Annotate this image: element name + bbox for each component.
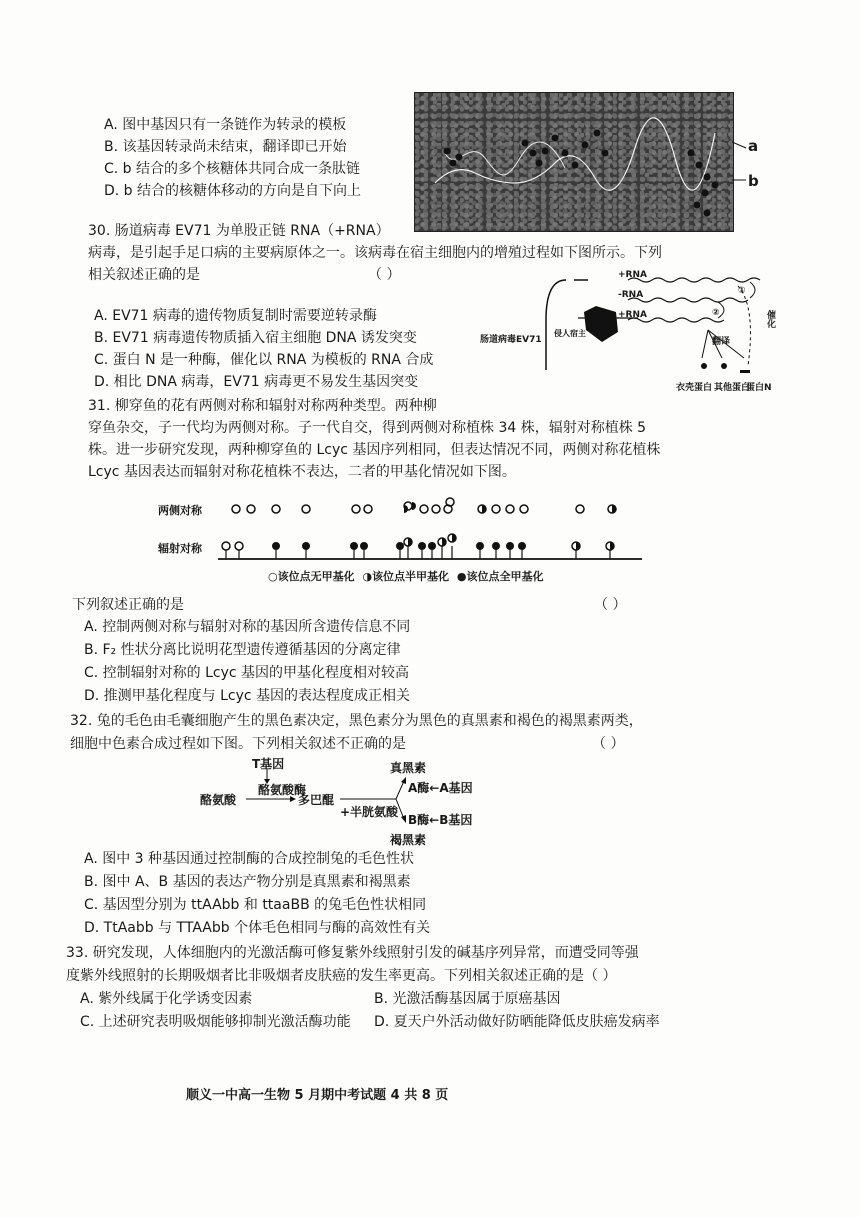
legend-half: 该位点半甲基化: [372, 570, 450, 583]
ev71-entry-label: 侵人宿主: [554, 329, 586, 338]
page-footer: 顺义一中高一生物 5 月期中考试题 4 共 8 页: [186, 1088, 449, 1103]
tyrosine-label: 酪氨酸: [200, 793, 237, 807]
other-protein-label: 其他蛋白: [714, 383, 751, 393]
q32-option-b: B. 图中 A、B 基因的表达产物分别是真黑素和褐黑素: [84, 874, 411, 890]
catalyze-label: 催化: [765, 310, 775, 328]
q31-line4: Lcyc 基因表达而辐射对称花植株不表达，二者的甲基化情况如下图。: [88, 464, 516, 480]
a-enzyme-label: A酶←A基因: [408, 781, 473, 795]
q29-option-d: D. b 结合的核糖体移动的方向是自下向上: [104, 183, 362, 199]
pigment-pathway-diagram: [200, 755, 520, 847]
q30-option-c: C. 蛋白 N 是一种酶，催化以 RNA 为模板的 RNA 合成: [94, 352, 434, 368]
t-gene-label: T基因: [252, 757, 285, 771]
ev71-diagram: [478, 270, 778, 400]
cysteine-label: +半胱氨酸: [340, 805, 399, 819]
q31-question: 下列叙述正确的是: [72, 597, 184, 613]
electron-micrograph: [414, 92, 734, 232]
em-label-lines: [732, 92, 792, 230]
translate-label: 翻译: [712, 337, 731, 347]
q30-line2: 病毒，是引起手足口病的主要病原体之一。该病毒在宿主细胞内的增殖过程如下图所示。下列: [88, 245, 662, 261]
q31-option-d: D. 推测甲基化程度与 Lcyc 基因的表达程度成正相关: [84, 688, 411, 704]
legend-none-icon: ○: [268, 570, 278, 583]
legend-none: 该位点无甲基化: [277, 570, 355, 583]
step1-label: ①: [738, 286, 746, 296]
legend-half-icon: ◑: [362, 570, 373, 583]
q32-option-a: A. 图中 3 种基因通过控制酶的合成控制兔的毛色性状: [84, 851, 415, 867]
q31-line1: 31. 柳穿鱼的花有两侧对称和辐射对称两种类型。两种柳: [88, 398, 437, 414]
q31-line3: 株。进一步研究发现，两种柳穿鱼的 Lcyc 基因序列相同，但表达情况不同，两侧对称花植株: [88, 442, 661, 458]
q31-answer-paren: （ ）: [594, 597, 627, 613]
q32-answer-paren: （ ）: [592, 736, 625, 752]
q32-option-d: D. TtAabb 与 TTAAbb 个体毛色相同与酶的高效性有关: [84, 920, 431, 936]
protein-n-label: 蛋白N: [746, 383, 772, 393]
capsid-protein-label: 衣壳蛋白: [676, 383, 713, 393]
tyrosinase-label: 酪氨酸酶: [258, 783, 307, 797]
label-b: b: [748, 172, 759, 190]
q32-line2: 细胞中色素合成过程如下图。下列相关叙述不正确的是: [70, 736, 406, 752]
q32-line1: 32. 兔的毛色由毛囊细胞产生的黑色素决定，黑色素分为黑色的真黑素和褐色的褐黑素两类，: [70, 713, 643, 729]
q30-answer-paren: （ ）: [368, 267, 401, 283]
q31-option-a: A. 控制两侧对称与辐射对称的基因所含遗传信息不同: [84, 619, 411, 635]
q29-option-c: C. b 结合的多个核糖体共同合成一条肽链: [104, 161, 361, 177]
methylation-diagram: [150, 490, 650, 590]
q33-line1: 33. 研究发现，人体细胞内的光激活酶可修复紫外线照射引发的碱基序列异常，而遭受同等强: [66, 945, 639, 961]
methylation-legend: [268, 568, 544, 584]
q30-line1: 30. 肠道病毒 EV71 为单股正链 RNA（+RNA）: [88, 223, 390, 239]
step2-label: ②: [712, 308, 720, 318]
q33-option-d: D. 夏天户外活动做好防晒能降低皮肤癌发病率: [374, 1014, 660, 1030]
q30-option-d: D. 相比 DNA 病毒，EV71 病毒更不易发生基因突变: [94, 374, 419, 390]
q31-option-c: C. 控制辐射对称的 Lcyc 基因的甲基化程度相对较高: [84, 665, 410, 681]
q33-option-c: C. 上述研究表明吸烟能够抑制光激活酶功能: [80, 1014, 351, 1030]
q29-option-a: A. 图中基因只有一条链作为转录的模板: [104, 117, 347, 133]
row-radial-label: 辐射对称: [158, 542, 202, 555]
dopaquinone-label: 多巴醌: [298, 793, 335, 807]
q31-line2: 穿鱼杂交，子一代均为两侧对称。子一代自交，得到两侧对称植株 34 株，辐射对称植株 5: [88, 420, 647, 436]
row-bilateral-label: 两侧对称: [158, 504, 202, 517]
rna-top-label: +RNA: [618, 270, 647, 280]
rna-mid-label: -RNA: [618, 290, 644, 300]
ev71-virus-label: 肠道病毒EV71: [480, 335, 542, 345]
rna-low-label: +RNA: [618, 310, 647, 320]
q33-option-a: A. 紫外线属于化学诱变因素: [80, 991, 253, 1007]
q30-option-b: B. EV71 病毒遗传物质插入宿主细胞 DNA 诱发突变: [94, 330, 417, 346]
q33-option-b: B. 光激活酶基因属于原癌基因: [374, 991, 561, 1007]
q32-option-c: C. 基因型分别为 ttAAbb 和 ttaaBB 的兔毛色性状相同: [84, 897, 427, 913]
b-enzyme-label: B酶←B基因: [408, 813, 473, 827]
eumelanin-label: 真黑素: [390, 761, 427, 775]
q30-option-a: A. EV71 病毒的遗传物质复制时需要逆转录酶: [94, 308, 377, 324]
q30-line3: 相关叙述正确的是: [88, 267, 200, 283]
pheomelanin-label: 褐黑素: [390, 833, 427, 847]
q31-option-b: B. F₂ 性状分离比说明花型遗传遵循基因的分离定律: [84, 642, 401, 658]
legend-full-icon: ●: [456, 570, 467, 583]
q29-option-b: B. 该基因转录尚未结束，翻译即已开始: [104, 139, 347, 155]
q33-line2: 度紫外线照射的长期吸烟者比非吸烟者皮肤癌的发生率更高。下列相关叙述正确的是（ ）: [66, 968, 617, 984]
label-a: a: [748, 137, 759, 155]
legend-full: 该位点全甲基化: [466, 570, 544, 583]
